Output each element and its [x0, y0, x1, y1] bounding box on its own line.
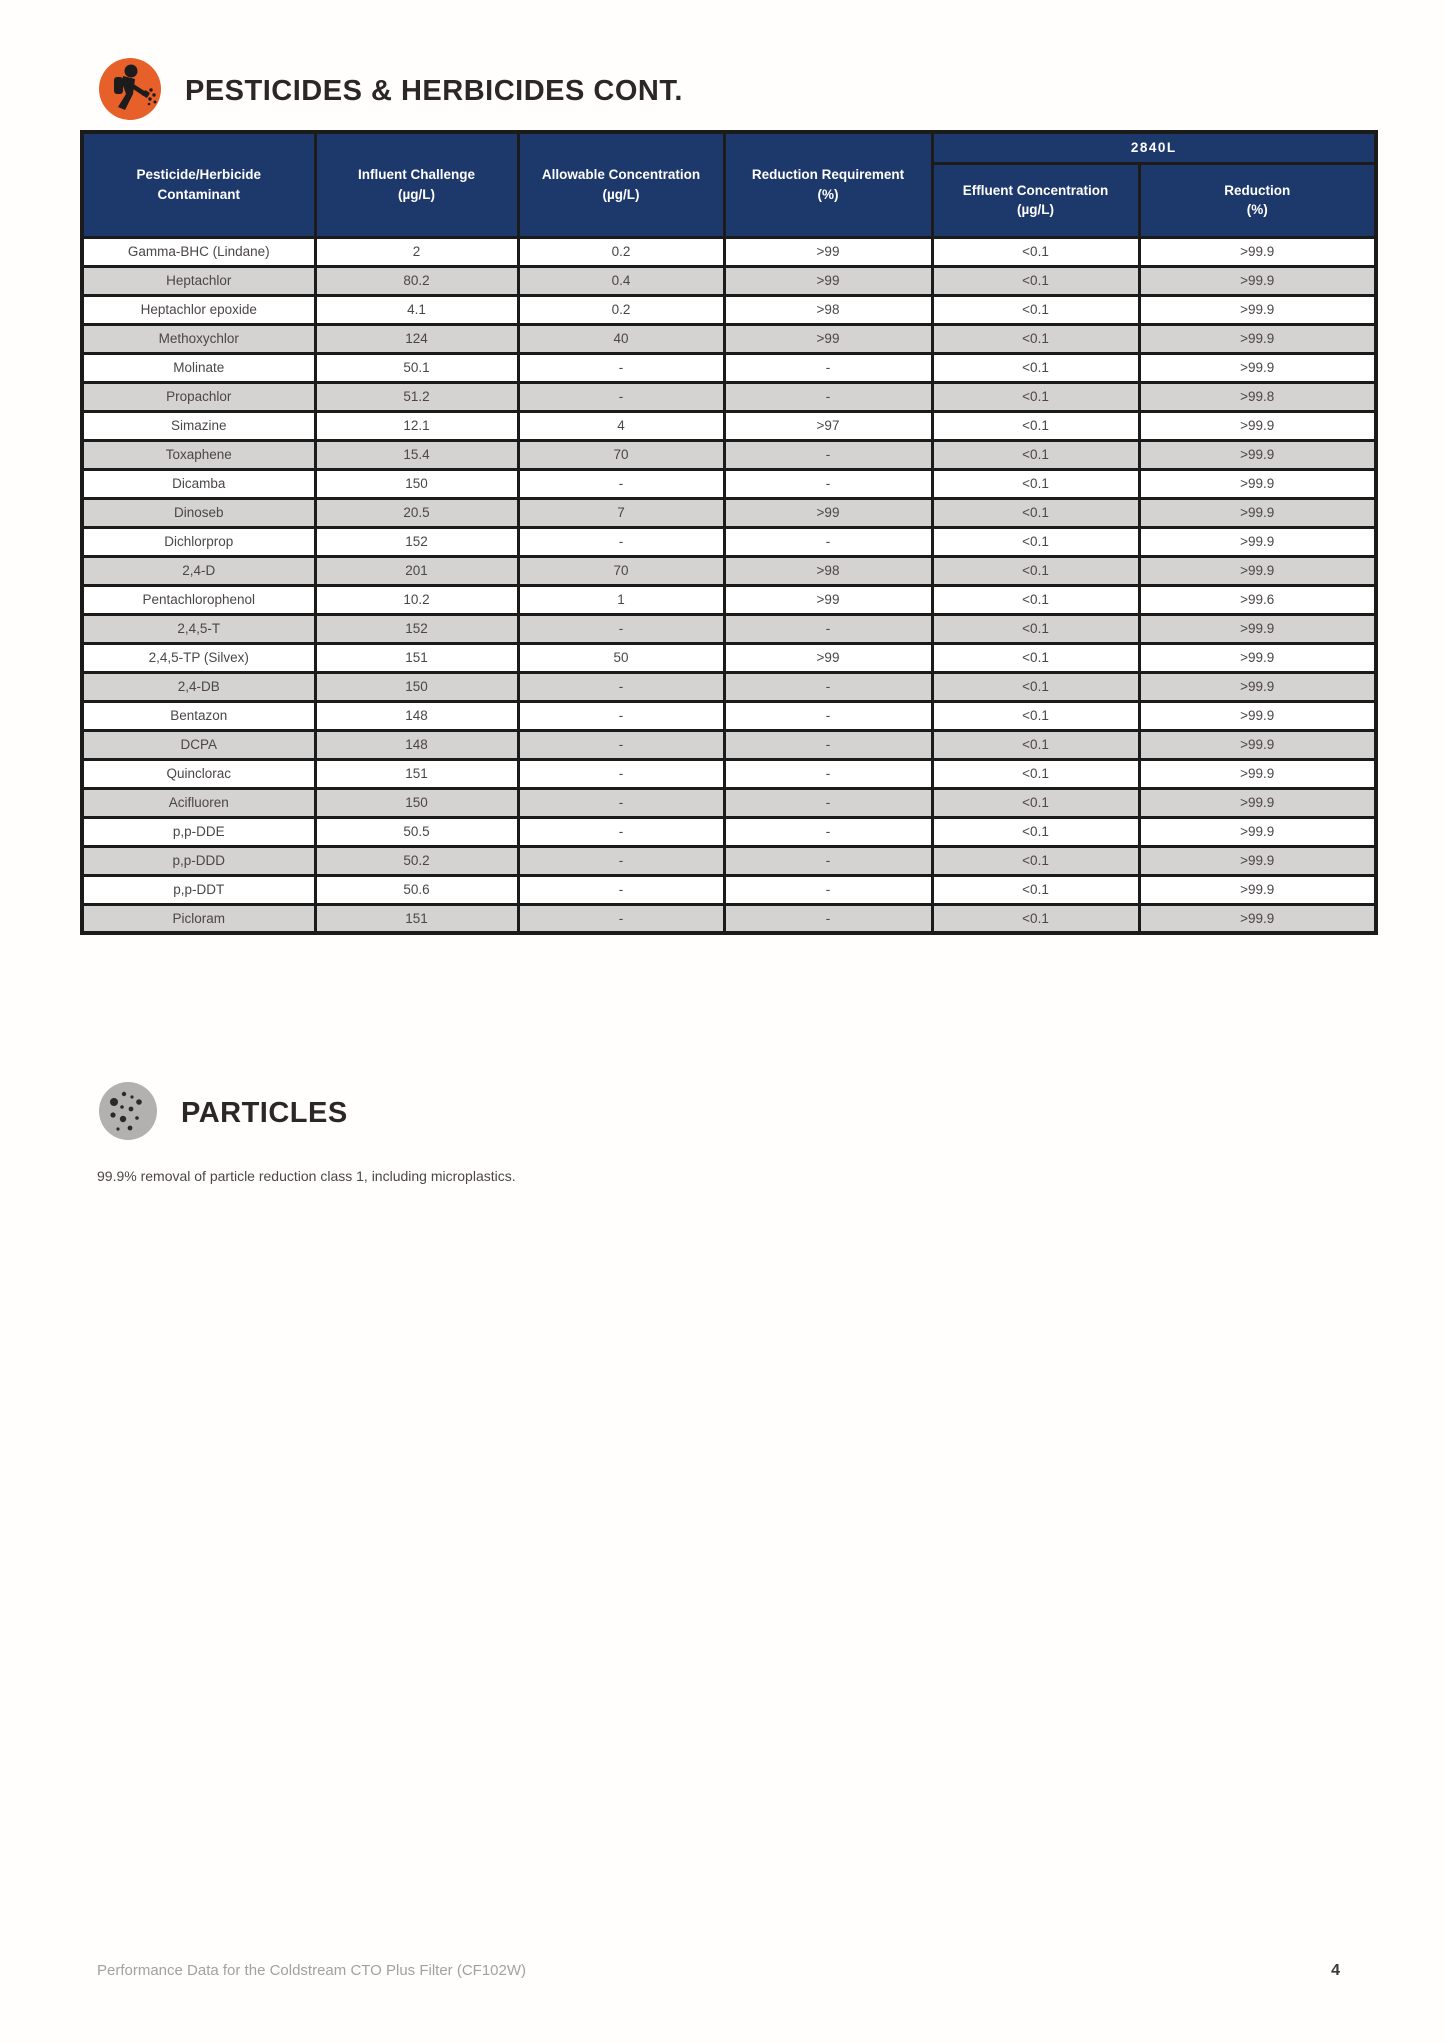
- col-header-line: Effluent Concentration: [962, 182, 1109, 198]
- value-cell: >99.9: [1139, 295, 1376, 324]
- col-header-line: (%): [817, 186, 839, 202]
- value-cell: >99.9: [1139, 759, 1376, 788]
- particles-icon: [97, 1080, 159, 1147]
- table-body: [82, 237, 1376, 933]
- value-cell: 152: [315, 614, 518, 643]
- table-row: [82, 585, 1376, 614]
- value-cell: 152: [315, 527, 518, 556]
- table-row: [82, 382, 1376, 411]
- value-cell: 20.5: [315, 498, 518, 527]
- value-cell: <0.1: [932, 440, 1139, 469]
- value-cell: -: [518, 672, 724, 701]
- table-row: [82, 730, 1376, 759]
- value-cell: -: [518, 904, 724, 933]
- section-title-pesticides: PESTICIDES & HERBICIDES CONT.: [185, 75, 683, 107]
- table-row: [82, 817, 1376, 846]
- value-cell: -: [518, 730, 724, 759]
- value-cell: -: [518, 846, 724, 875]
- value-cell: <0.1: [932, 237, 1139, 266]
- value-cell: -: [724, 904, 932, 933]
- contaminant-cell: 2,4-D: [82, 556, 315, 585]
- value-cell: <0.1: [932, 324, 1139, 353]
- value-cell: <0.1: [932, 846, 1139, 875]
- contaminant-cell: Dinoseb: [82, 498, 315, 527]
- col-header-line: Pesticide/Herbicide: [136, 167, 262, 183]
- contaminant-cell: Heptachlor: [82, 266, 315, 295]
- value-cell: 70: [518, 556, 724, 585]
- table-row: [82, 469, 1376, 498]
- value-cell: >99.8: [1139, 382, 1376, 411]
- value-cell: >99.9: [1139, 527, 1376, 556]
- value-cell: >99.9: [1139, 324, 1376, 353]
- value-cell: 4: [518, 411, 724, 440]
- contaminant-cell: Bentazon: [82, 701, 315, 730]
- value-cell: <0.1: [932, 672, 1139, 701]
- value-cell: >99.9: [1139, 875, 1376, 904]
- value-cell: >99.9: [1139, 237, 1376, 266]
- contaminant-cell: Acifluoren: [82, 788, 315, 817]
- value-cell: >99.9: [1139, 266, 1376, 295]
- col-header-contaminant: [82, 132, 315, 237]
- value-cell: 0.2: [518, 237, 724, 266]
- value-cell: 4.1: [315, 295, 518, 324]
- col-header-requirement: [724, 132, 932, 237]
- value-cell: 151: [315, 643, 518, 672]
- contaminant-cell: 2,4,5-T: [82, 614, 315, 643]
- value-cell: -: [518, 469, 724, 498]
- contaminant-cell: Gamma-BHC (Lindane): [82, 237, 315, 266]
- col-group-header-2840l: 2840L: [932, 132, 1376, 163]
- table-row: [82, 237, 1376, 266]
- col-header-line: Reduction Requirement: [751, 167, 905, 183]
- value-cell: -: [518, 614, 724, 643]
- table-row: [82, 904, 1376, 933]
- value-cell: 0.4: [518, 266, 724, 295]
- value-cell: -: [724, 846, 932, 875]
- value-cell: -: [724, 788, 932, 817]
- contaminant-cell: Dichlorprop: [82, 527, 315, 556]
- value-cell: -: [518, 527, 724, 556]
- value-cell: -: [518, 817, 724, 846]
- value-cell: -: [518, 875, 724, 904]
- footer-text: Performance Data for the Coldstream CTO Plus Filter (CF102W): [97, 1962, 527, 1979]
- particles-section-header: [97, 1080, 348, 1147]
- value-cell: >99.9: [1139, 730, 1376, 759]
- value-cell: -: [724, 672, 932, 701]
- table-row: [82, 353, 1376, 382]
- value-cell: >99.9: [1139, 411, 1376, 440]
- table-row: [82, 759, 1376, 788]
- value-cell: >99.9: [1139, 846, 1376, 875]
- table-row: [82, 614, 1376, 643]
- table-row: [82, 701, 1376, 730]
- table-row: [82, 875, 1376, 904]
- contaminant-cell: Toxaphene: [82, 440, 315, 469]
- value-cell: 151: [315, 904, 518, 933]
- value-cell: 50.5: [315, 817, 518, 846]
- value-cell: -: [518, 382, 724, 411]
- value-cell: 50.2: [315, 846, 518, 875]
- value-cell: 70: [518, 440, 724, 469]
- contaminant-cell: 2,4-DB: [82, 672, 315, 701]
- value-cell: >99.9: [1139, 817, 1376, 846]
- value-cell: >99.9: [1139, 556, 1376, 585]
- value-cell: 0.2: [518, 295, 724, 324]
- value-cell: >99.9: [1139, 440, 1376, 469]
- value-cell: -: [724, 353, 932, 382]
- contaminant-cell: Heptachlor epoxide: [82, 295, 315, 324]
- col-header-allowable: [518, 132, 724, 237]
- table-row: [82, 440, 1376, 469]
- col-header-line: Reduction: [1224, 182, 1291, 198]
- value-cell: >98: [724, 556, 932, 585]
- table-row: [82, 788, 1376, 817]
- value-cell: <0.1: [932, 266, 1139, 295]
- value-cell: -: [724, 730, 932, 759]
- col-header-line: (%): [1246, 202, 1268, 218]
- table-row: [82, 324, 1376, 353]
- col-header-line: (µg/L): [602, 186, 640, 202]
- contaminant-cell: Methoxychlor: [82, 324, 315, 353]
- contaminant-cell: p,p-DDT: [82, 875, 315, 904]
- contaminant-cell: Dicamba: [82, 469, 315, 498]
- col-header-line: (µg/L): [1016, 202, 1054, 218]
- contaminant-cell: Simazine: [82, 411, 315, 440]
- value-cell: -: [724, 701, 932, 730]
- value-cell: 40: [518, 324, 724, 353]
- contaminant-cell: p,p-DDD: [82, 846, 315, 875]
- value-cell: <0.1: [932, 730, 1139, 759]
- col-header-reduction: [1139, 163, 1376, 237]
- value-cell: >99: [724, 643, 932, 672]
- pesticide-sprayer-icon: [97, 56, 163, 127]
- value-cell: <0.1: [932, 904, 1139, 933]
- value-cell: 150: [315, 672, 518, 701]
- contaminant-cell: 2,4,5-TP (Silvex): [82, 643, 315, 672]
- value-cell: <0.1: [932, 382, 1139, 411]
- table-row: [82, 411, 1376, 440]
- contaminant-cell: Quinclorac: [82, 759, 315, 788]
- value-cell: 201: [315, 556, 518, 585]
- value-cell: >99: [724, 237, 932, 266]
- table-row: [82, 846, 1376, 875]
- value-cell: -: [724, 440, 932, 469]
- value-cell: -: [518, 759, 724, 788]
- page-number: 4: [1331, 1962, 1340, 1979]
- value-cell: >99: [724, 585, 932, 614]
- value-cell: 10.2: [315, 585, 518, 614]
- value-cell: -: [518, 788, 724, 817]
- col-header-line: Influent Challenge: [357, 167, 475, 183]
- particles-description: 99.9% removal of particle reduction class 1, including microplastics.: [97, 1168, 516, 1184]
- value-cell: <0.1: [932, 585, 1139, 614]
- col-header-influent: [315, 132, 518, 237]
- value-cell: 12.1: [315, 411, 518, 440]
- table-row: [82, 672, 1376, 701]
- page-footer: [97, 1962, 1340, 1980]
- contaminant-cell: DCPA: [82, 730, 315, 759]
- col-header-effluent: [932, 163, 1139, 237]
- value-cell: >99.9: [1139, 904, 1376, 933]
- value-cell: <0.1: [932, 527, 1139, 556]
- contaminant-cell: Propachlor: [82, 382, 315, 411]
- value-cell: >99.9: [1139, 701, 1376, 730]
- pesticides-table: [80, 130, 1378, 935]
- value-cell: -: [724, 469, 932, 498]
- value-cell: <0.1: [932, 875, 1139, 904]
- value-cell: >99.9: [1139, 614, 1376, 643]
- value-cell: 80.2: [315, 266, 518, 295]
- value-cell: 148: [315, 730, 518, 759]
- value-cell: 50.6: [315, 875, 518, 904]
- value-cell: >98: [724, 295, 932, 324]
- value-cell: 7: [518, 498, 724, 527]
- table-row: [82, 556, 1376, 585]
- value-cell: <0.1: [932, 788, 1139, 817]
- value-cell: 15.4: [315, 440, 518, 469]
- contaminant-cell: p,p-DDE: [82, 817, 315, 846]
- value-cell: -: [518, 701, 724, 730]
- value-cell: 2: [315, 237, 518, 266]
- value-cell: 150: [315, 469, 518, 498]
- value-cell: <0.1: [932, 295, 1139, 324]
- value-cell: -: [724, 875, 932, 904]
- value-cell: >99.9: [1139, 469, 1376, 498]
- table-row: [82, 266, 1376, 295]
- value-cell: >97: [724, 411, 932, 440]
- value-cell: <0.1: [932, 556, 1139, 585]
- value-cell: <0.1: [932, 469, 1139, 498]
- pesticides-section-header: [97, 56, 683, 127]
- value-cell: 124: [315, 324, 518, 353]
- col-header-line: Contaminant: [157, 186, 240, 202]
- value-cell: >99.9: [1139, 643, 1376, 672]
- col-header-line: (µg/L): [397, 186, 435, 202]
- value-cell: >99.9: [1139, 788, 1376, 817]
- value-cell: <0.1: [932, 498, 1139, 527]
- table-header: [82, 132, 1376, 237]
- value-cell: >99: [724, 266, 932, 295]
- value-cell: >99.6: [1139, 585, 1376, 614]
- value-cell: -: [518, 353, 724, 382]
- table-row: [82, 498, 1376, 527]
- value-cell: >99.9: [1139, 498, 1376, 527]
- contaminant-cell: Molinate: [82, 353, 315, 382]
- group-header-row: [82, 132, 1376, 163]
- table-row: [82, 295, 1376, 324]
- value-cell: <0.1: [932, 353, 1139, 382]
- value-cell: >99.9: [1139, 353, 1376, 382]
- value-cell: -: [724, 382, 932, 411]
- value-cell: 150: [315, 788, 518, 817]
- value-cell: <0.1: [932, 817, 1139, 846]
- value-cell: <0.1: [932, 643, 1139, 672]
- value-cell: 51.2: [315, 382, 518, 411]
- value-cell: 50.1: [315, 353, 518, 382]
- table-row: [82, 527, 1376, 556]
- value-cell: -: [724, 614, 932, 643]
- contaminant-cell: Pentachlorophenol: [82, 585, 315, 614]
- value-cell: >99.9: [1139, 672, 1376, 701]
- value-cell: 151: [315, 759, 518, 788]
- value-cell: <0.1: [932, 701, 1139, 730]
- value-cell: -: [724, 527, 932, 556]
- value-cell: -: [724, 817, 932, 846]
- table-row: [82, 643, 1376, 672]
- value-cell: 50: [518, 643, 724, 672]
- value-cell: <0.1: [932, 759, 1139, 788]
- value-cell: <0.1: [932, 614, 1139, 643]
- value-cell: 148: [315, 701, 518, 730]
- contaminant-cell: Picloram: [82, 904, 315, 933]
- value-cell: >99: [724, 498, 932, 527]
- section-title-particles: PARTICLES: [181, 1097, 348, 1129]
- value-cell: -: [724, 759, 932, 788]
- value-cell: <0.1: [932, 411, 1139, 440]
- col-header-line: Allowable Concentration: [541, 167, 701, 183]
- value-cell: >99: [724, 324, 932, 353]
- value-cell: 1: [518, 585, 724, 614]
